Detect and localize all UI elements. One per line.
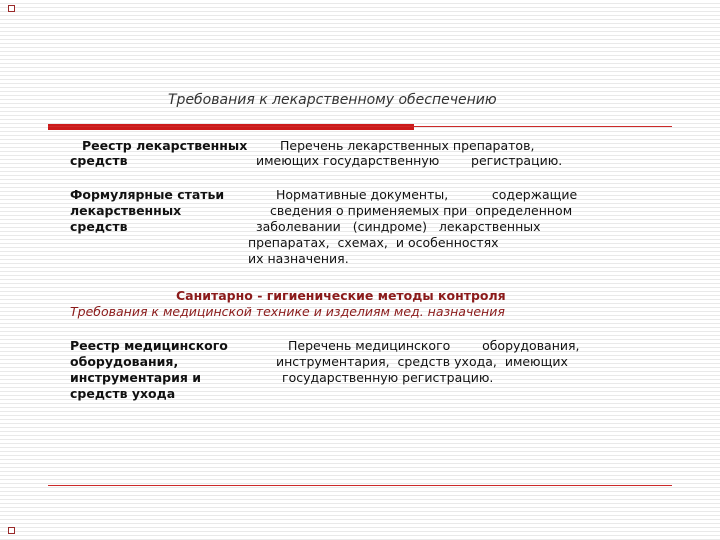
row3-right-line3: государственную регистрацию. <box>282 370 494 385</box>
title-rule <box>48 126 672 127</box>
row2-left-line2: лекарственных <box>70 203 182 218</box>
corner-square-top <box>8 5 15 12</box>
section2-subtitle: Требования к медицинской технике и изделиям мед. назначения <box>70 304 505 319</box>
row3-left-line2: оборудования, <box>70 354 179 369</box>
row3-left-line4: средств ухода <box>70 386 176 401</box>
row2-right-line1: Нормативные документы, содержащие <box>276 187 578 202</box>
row1-left-line2: средств <box>70 153 128 168</box>
row3-left-line1: Реестр медицинского <box>70 338 228 353</box>
row3-right-line2: инструментария, средств ухода, имеющих <box>276 354 568 369</box>
row2-left-line1: Формулярные статьи <box>70 187 225 202</box>
bottom-rule <box>48 485 672 486</box>
row1-left-line1: Реестр лекарственных <box>82 138 248 153</box>
row2-right-line2: сведения о применяемых при определенном <box>270 203 573 218</box>
title-accent-bar <box>48 124 414 130</box>
row3-left-line3: инструментария и <box>70 370 201 385</box>
row2-right-line3: заболевании (синдроме) лекарственных <box>256 219 541 234</box>
section2-title: Санитарно - гигиенические методы контроля <box>176 288 506 303</box>
row2-left-line3: средств <box>70 219 128 234</box>
row1-right-line2: имеющих государственную регистрацию. <box>256 153 563 168</box>
row2-right-line5: их назначения. <box>248 251 349 266</box>
row3-right-line1: Перечень медицинского оборудования, <box>288 338 580 353</box>
row2-right-line4: препаратах, схемах, и особенностях <box>248 235 499 250</box>
slide-title: Требования к лекарственному обеспечению <box>168 92 497 108</box>
row1-right-line1: Перечень лекарственных препаратов, <box>280 138 535 153</box>
corner-square-bottom <box>8 527 15 534</box>
